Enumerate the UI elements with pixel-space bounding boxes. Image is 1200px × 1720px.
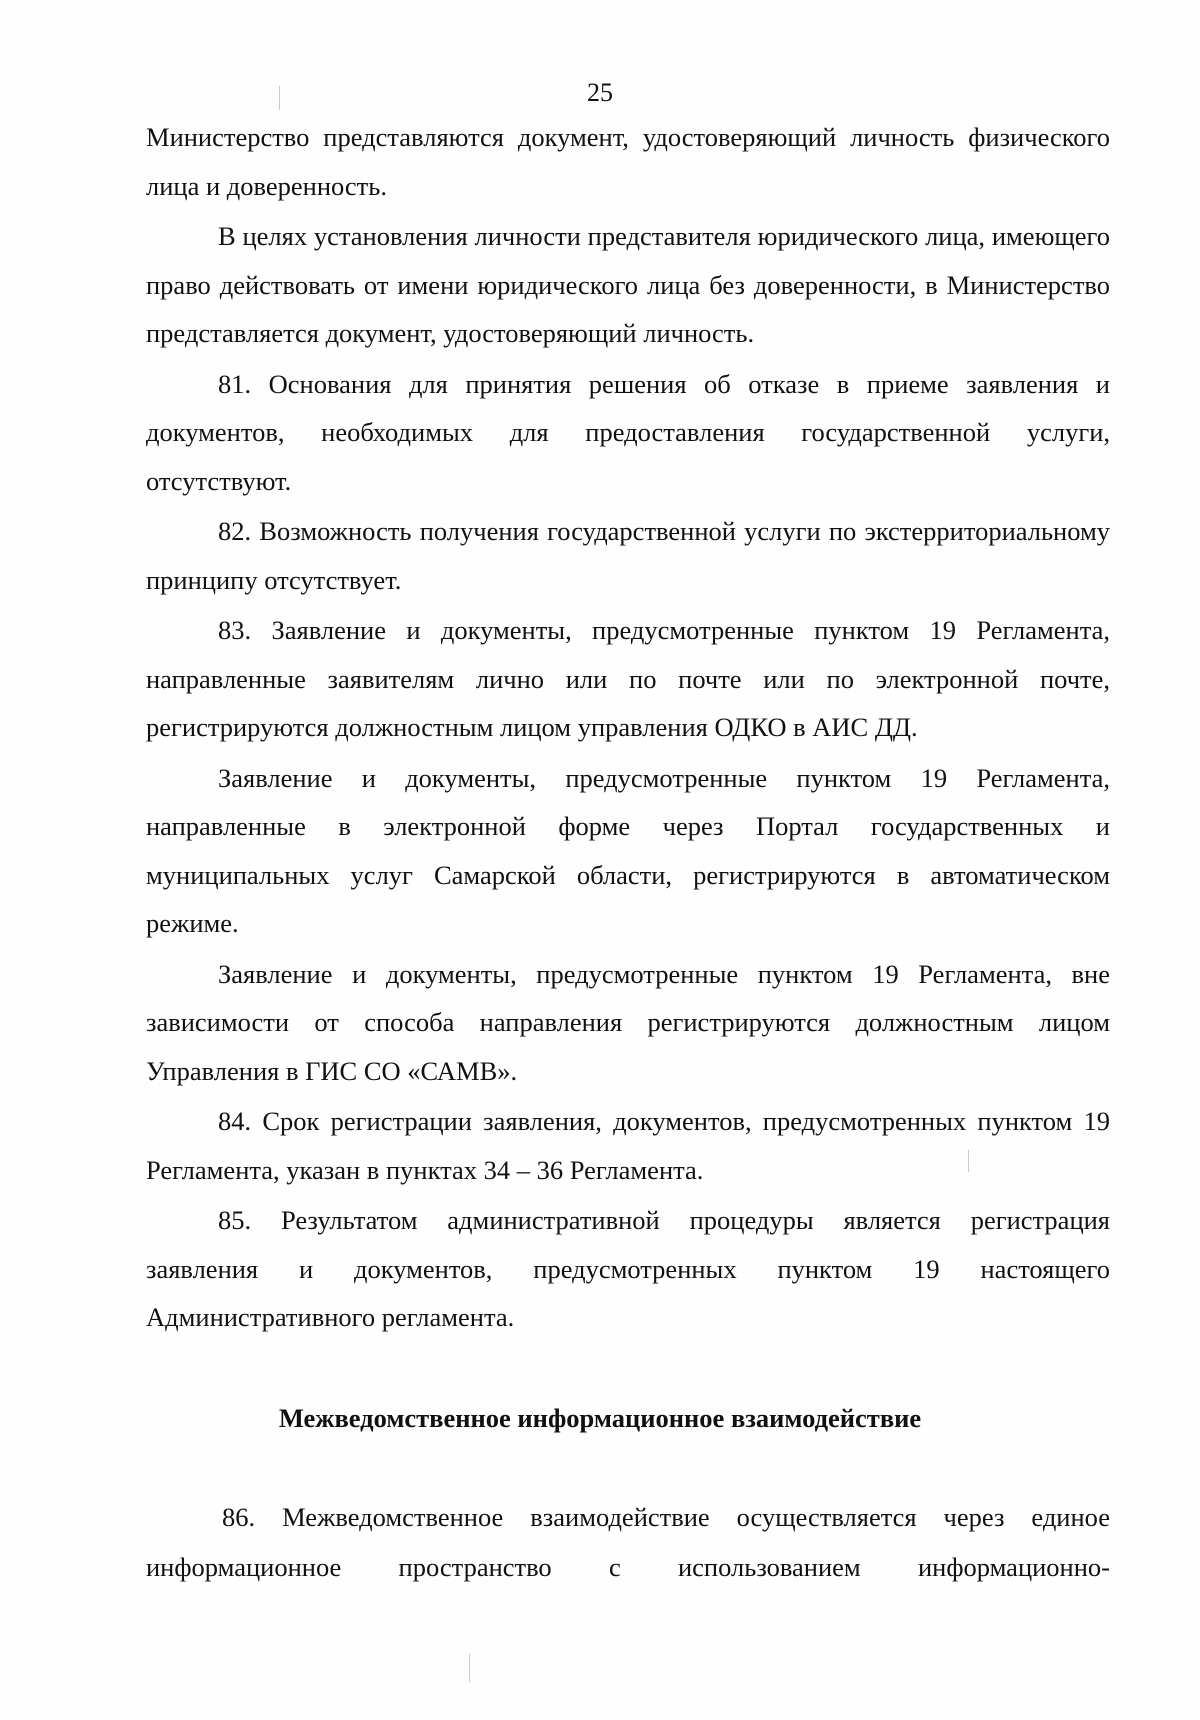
document-body <box>146 113 1110 1344</box>
paragraph-83: 83. Заявление и документы, предусмотренные пунктом 19 Регламента, направленные заявителям лично или по почте или по электронной почте, регистрируются должностным лицом управления ОДКО в АИС ДД. <box>146 615 1110 742</box>
paragraph-85: 85. Результатом административной процедуры является регистрация заявления и документов, предусмотренных пунктом 19 настоящего Административного регламента. <box>146 1205 1110 1332</box>
scan-artifact-line <box>469 1654 470 1682</box>
paragraph-84: 84. Срок регистрации заявления, документов, предусмотренных пунктом 19 Регламента, указан в пунктах 34 – 36 Регламента. <box>146 1106 1110 1185</box>
paragraph-81: 81. Основания для принятия решения об отказе в приеме заявления и документов, необходимых для предоставления государственной услуги, отсутствуют. <box>146 368 1110 496</box>
scan-artifact-line <box>279 86 280 110</box>
paragraph-legal-entity-representative: В целях установления личности представителя юридического лица, имеющего право действовать от имени юридического лица без доверенности, в Министерство представляется документ, удостоверяющий личность. <box>146 221 1110 348</box>
paragraph-82: 82. Возможность получения государственной услуги по экстерриториальному принципу отсутствует. <box>146 516 1110 595</box>
paragraph-registration-gis: Заявление и документы, предусмотренные пунктом 19 Регламента, вне зависимости от способа направления регистрируются должностным лицом Управления в ГИС СО «САМВ». <box>146 958 1110 1086</box>
page-number: 25 <box>587 78 613 107</box>
scan-artifact-line <box>968 1150 969 1172</box>
section-heading: Межведомственное информационное взаимодействие <box>278 1403 922 1433</box>
paragraph-continuation: Министерство представляются документ, удостоверяющий личность физического лица и доверенность. <box>146 122 1110 201</box>
paragraph-86: 86. Межведомственное взаимодействие осуществляется через единое информационное пространство с использованием информационно- <box>146 1502 1110 1582</box>
paragraph-electronic-submission: Заявление и документы, предусмотренные пунктом 19 Регламента, направленные в электронной форме через Портал государственных и муниципальных услуг Самарской области, регистрируются в автоматическом режиме. <box>146 762 1110 938</box>
document-tail <box>146 1492 1110 1592</box>
